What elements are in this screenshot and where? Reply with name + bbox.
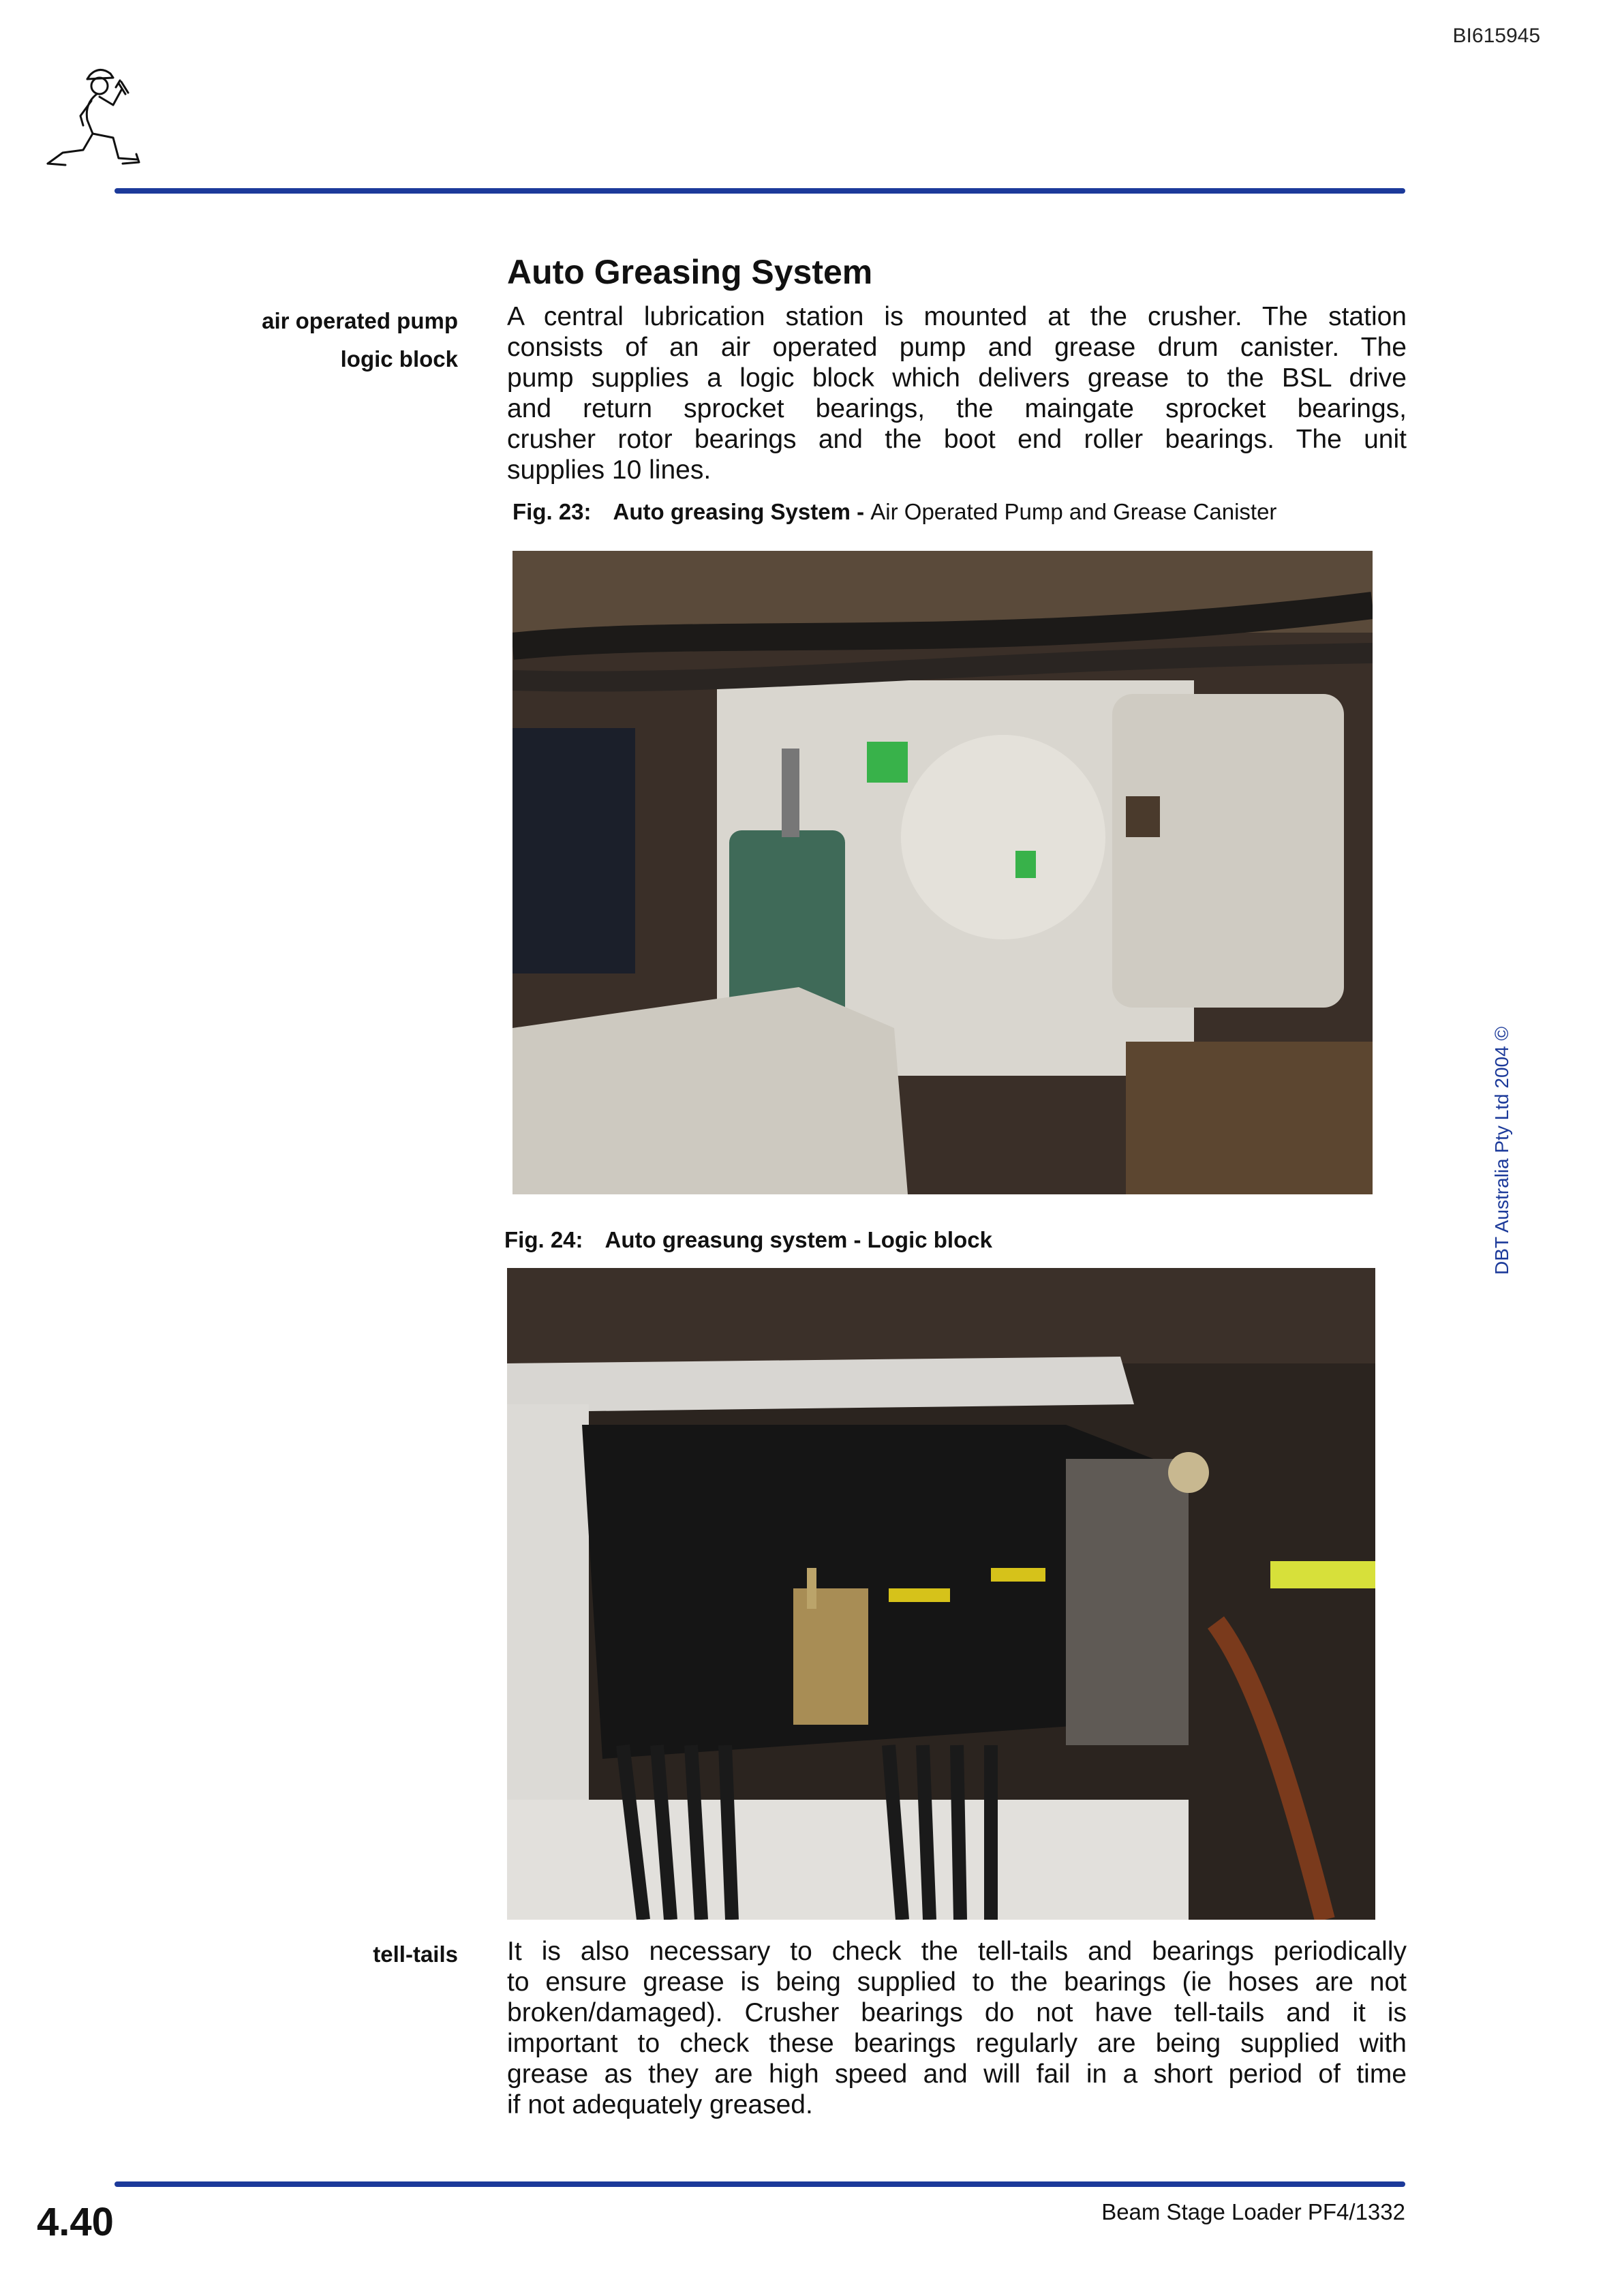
figure-24-caption [504,1227,992,1253]
footer-rule [114,2181,1405,2187]
air-operated-pump-and-grease-canister-photo [512,551,1373,1194]
paragraph-line: if not adequately greased. [507,2090,813,2119]
logic-block-photo [507,1268,1375,1920]
figure-number: Fig. 23: [512,499,592,524]
paragraph-line: crusher rotor bearings and the boot end roller bearings. The unit [507,425,1407,454]
figure-title-bold: Auto greasung system - Logic block [605,1227,992,1252]
figure-number: Fig. 24: [504,1227,583,1252]
margin-label-tell-tails: tell-tails [373,1942,458,1967]
paragraph-line: It is also necessary to check the tell-tails and bearings periodically [507,1937,1407,1966]
header-rule [114,188,1405,194]
tell-tails-paragraph [507,1936,1407,2120]
section-title: Auto Greasing System [507,253,873,291]
paragraph-line: consists of an air operated pump and grease drum canister. The [507,333,1407,362]
paragraph-line: supplies 10 lines. [507,455,711,485]
footer-document-title: Beam Stage Loader PF4/1332 [1101,2199,1405,2224]
paragraph-line: to ensure grease is being supplied to the bearings (ie hoses are not [507,1967,1407,1997]
page-number: 4.40 [37,2200,114,2244]
figure-title-bold: Auto greasing System - [613,499,871,524]
margin-label-air-operated-pump: air operated pump [262,308,458,333]
copyright-notice: DBT Australia Pty Ltd 2004 © [1491,1026,1512,1275]
document-id: BI615945 [1452,25,1540,47]
intro-paragraph [507,301,1407,485]
paragraph-line: A central lubrication station is mounted at the crusher. The station [507,302,1407,331]
figure-23-caption [512,499,1276,525]
figure-title-regular: Air Operated Pump and Grease Canister [870,499,1277,524]
paragraph-line: pump supplies a logic block which delivers grease to the BSL drive [507,363,1407,393]
paragraph-line: important to check these bearings regularly are being supplied with [507,2029,1407,2058]
margin-label-logic-block: logic block [340,346,458,372]
paragraph-line: and return sprocket bearings, the maingate sprocket bearings, [507,394,1407,423]
paragraph-line: grease as they are high speed and will fail in a short period of time [507,2059,1407,2089]
paragraph-line: broken/damaged). Crusher bearings do not have tell-tails and it is [507,1998,1407,2027]
kneeling-mechanic-with-wrench-icon [42,63,144,172]
